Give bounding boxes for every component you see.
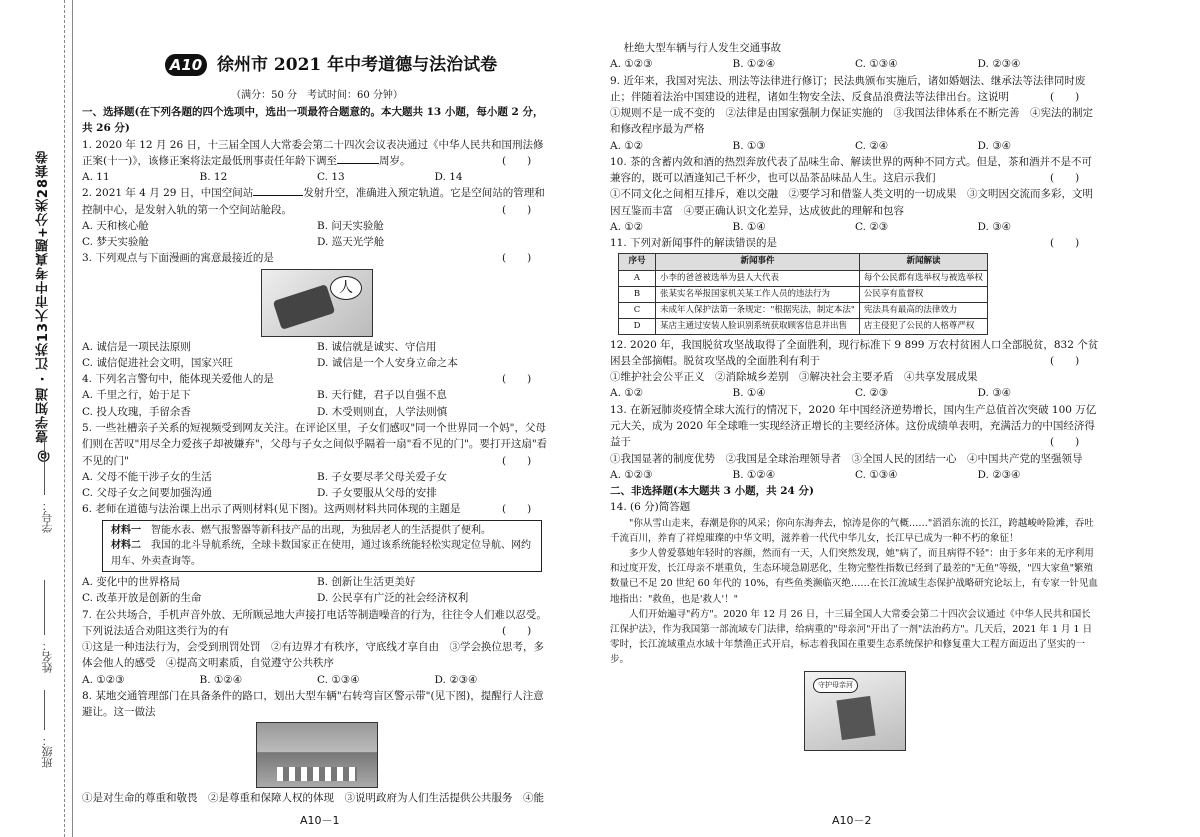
q14-paragraph-1: "你从雪山走来，春潮是你的风采；你向东海奔去，惊涛是你的气概……"滔滔东流的长江，跨越峻岭险滩，吞吐千流百川，养育了祥煌璀璨的中华文明，滋养着一代代中华儿女，长江早已成为一种不朽的象征！ [610,517,1094,544]
q7-option-b[interactable]: B. ①②④ [199,673,243,686]
q10-option-d[interactable]: D. ③④ [977,220,1012,233]
q13-option-c[interactable]: C. ①③④ [855,468,898,481]
q12-items: ①维护社会公平正义 ②消除城乡差别 ③解决社会主要矛盾 ④共享发展成果 [610,371,978,384]
q3-option-b[interactable]: B. 诚信就是诚实、守信用 [317,340,437,353]
q1-answer-paren[interactable]: ( ) [502,154,532,167]
warning-stripe [277,767,357,781]
q6-option-d[interactable]: D. 公民享有广泛的社会经济权利 [317,592,469,605]
q1-option-c[interactable]: C. 13 [317,171,345,184]
table-header-interpretation: 新闻解读 [859,254,987,270]
class-line [44,690,45,730]
student-name-label: 姓名： [41,640,54,673]
q12-stem: 12. 2020 年，我国脱贫攻坚战取得了全面胜利，现行标准下 9 899 万农村贫困人口全部脱贫，832 个贫困县全部摘帽。脱贫攻坚战的全面胜利有利于 [610,338,1099,367]
question-8 [82,688,552,807]
class-label: 班级： [41,735,54,768]
student-name-line [44,580,45,635]
q4-option-c[interactable]: C. 投人玫瑰，手留余香 [82,405,191,418]
q6-answer-paren[interactable]: ( ) [502,503,532,516]
exam-subtitle: （满分：50 分 考试时间：60 分钟） [231,90,403,101]
q9-option-b[interactable]: B. ①③ [732,139,766,152]
q1-option-b[interactable]: B. 12 [199,171,228,184]
q13-options [610,467,1100,483]
table-row [619,318,988,334]
q14-paragraph-2: 多少人曾爱慕她年轻时的容颜，然而有一天，人们突然发现，她"病了，而且病得不轻"：由于多年来的无序利用和过度开发，长江母亲不堪重负，生态环境急剧恶化，生物完整性指数已经到了最差的"无鱼"等级，"四大家鱼"繁殖数量已不足 20 世纪 60 年代的 10%，有些鱼类濒临灭绝……在长江流域生态保护战略研究论坛上，有专家一针见血地指出："救鱼，也是'救人'！" [610,547,1098,605]
q10-option-a[interactable]: A. ①② [610,220,644,233]
q1-blank[interactable] [337,153,379,164]
q9-items: ①规则不是一成不变的 ②法律是由国家强制力保证实施的 ③我国法律体系在不断完善 ④宪法的制定和修改程序最为严格 [610,107,1093,136]
q5-option-d[interactable]: D. 子女要服从父母的安排 [317,487,437,500]
q12-answer-paren[interactable]: ( ) [1050,354,1080,367]
q11-stem: 11. 下列对新闻事件的解读错误的是 [610,237,778,250]
table-header-event: 新闻事件 [656,254,860,270]
table-cell: C [619,302,656,318]
q13-option-d[interactable]: D. ②③④ [977,468,1021,481]
q4-options [82,387,552,420]
q1-option-d[interactable]: D. 14 [434,171,463,184]
q3-options [82,339,552,372]
table-cell: 小李的爸爸被选举为县人大代表 [656,270,860,286]
q6-option-b[interactable]: B. 创新让生活更美好 [317,576,416,589]
q4-option-a[interactable]: A. 千里之行，始于足下 [82,389,191,402]
q5-stem: 5. 一些社槽亲子关系的短视频受到网友关注。在评论区里，子女们感叹"同一个世界同一个妈"，父母们则在苦叹"用尽全力爱孩子却被嫌弃"，父母与子女之间似乎隔着一扇"看不见的门"。要打开这扇"看不见的门" [82,421,548,467]
cut-line [64,0,65,837]
page-number-right: A10－2 [832,814,872,827]
q7-answer-paren[interactable]: ( ) [502,624,532,637]
q3-stem: 3. 下列观点与下面漫画的寓意最接近的是 [82,252,274,265]
q7-options [82,672,552,688]
q8-option-d[interactable]: D. ②③④ [977,58,1021,71]
q3-answer-paren[interactable]: ( ) [502,252,532,265]
q14-cartoon [804,671,906,751]
q8-option-c[interactable]: C. ①③④ [855,58,898,71]
student-id-line [44,440,45,495]
q2-answer-paren[interactable]: ( ) [502,203,532,216]
q10-option-b[interactable]: B. ①④ [732,220,766,233]
cartoon-caption: 守护母亲河 [813,678,858,693]
q1-stem-end: 周岁。 [378,154,411,167]
q12-option-c[interactable]: C. ②③ [855,387,889,400]
q14-label: 14. (6 分)简答题 [610,501,691,514]
q5-option-c[interactable]: C. 父母子女之间要加强沟通 [82,487,212,500]
q2-option-b[interactable]: B. 问天实验舱 [317,219,384,232]
q1-options [82,169,552,185]
question-2 [82,185,552,250]
q2-stem: 2. 2021 年 4 月 29 日，中国空间站 [82,187,254,200]
q4-option-b[interactable]: B. 天行健，君子以自强不息 [317,389,447,402]
q2-option-c[interactable]: C. 梦天实验舱 [82,236,149,249]
q5-options [82,469,552,502]
table-row [619,270,988,286]
q9-option-a[interactable]: A. ①② [610,139,644,152]
q6-options [82,574,552,607]
q4-answer-paren[interactable]: ( ) [502,373,532,386]
q10-stem: 10. 茶的含蓄内敛和酒的热烈奔放代表了品味生命、解读世界的两种不同方式。但是，茶和酒并不是不可兼容的，既可以酒逢知己千杯少，也可以品茶品味品人生。这启示我们 [610,155,1093,185]
binding-margin [0,0,73,837]
law-book-illustration [836,696,875,740]
question-8-continued [610,40,1100,73]
q2-stem-end: 发射升空，准确进入预定轨道。它是空间站的管理和控制中心，是发射入轨的第一个空间站舱段。 [82,187,545,216]
q1-option-a[interactable]: A. 11 [82,171,110,184]
paper-badge: A10 [165,54,207,76]
question-5 [82,420,552,501]
table-header-index: 序号 [619,254,656,270]
q6-stem: 6. 老师在道德与法治课上出示了两则材料(见下图)。这两则材料共同体现的主题是 [82,503,461,516]
q8-stem: 8. 某地交通管理部门在具备条件的路口，划出大型车辆"右转弯盲区警示带"(见下图)，提醒行人注意避让。这一做法 [82,689,544,719]
q13-option-b[interactable]: B. ①②④ [732,468,776,481]
q2-blank[interactable] [253,185,303,196]
q7-option-c[interactable]: C. ①③④ [317,673,360,686]
question-7 [82,607,552,688]
q3-option-d[interactable]: D. 诚信是一个人安身立命之本 [317,356,458,369]
q10-options [610,219,1100,235]
right-column [610,40,1100,755]
q12-option-a[interactable]: A. ①② [610,387,644,400]
q2-options [82,218,552,251]
table-row [619,286,988,302]
q5-option-b[interactable]: B. 子女要尽孝父母关爱子女 [317,470,447,483]
page-number-left: A10－1 [300,814,340,827]
q7-option-d[interactable]: D. ②③④ [434,673,478,686]
material-2-label: 材料二 [111,540,141,552]
q7-option-a[interactable]: A. ①②③ [82,673,125,686]
section-2-heading: 二、非选择题(本大题共 3 小题，共 24 分) [610,485,814,498]
q6-material-box [102,520,542,573]
q5-answer-paren[interactable]: ( ) [502,454,532,467]
q9-options [610,138,1100,154]
table-cell: B [619,286,656,302]
table-cell: 未成年人保护法第一条规定："根据宪法，制定本法" [656,302,860,318]
question-1 [82,137,552,186]
q10-option-c[interactable]: C. ②③ [855,220,889,233]
q12-options [610,385,1100,401]
phone-illustration [273,284,336,330]
table-cell: 公民享有监督权 [859,286,987,302]
q9-option-c[interactable]: C. ②④ [855,139,889,152]
q10-items: ①不同文化之间相互排斥，难以交融 ②要学习和借鉴人类文明的一切成果 ③文明因交流而多彩，文明因互鉴而丰富 ④要正确认识文化差异，达成彼此的理解和包容 [610,188,1093,217]
q8-option-a[interactable]: A. ①②③ [610,58,653,71]
table-cell: 每个公民都有选举权与被选举权 [859,270,987,286]
q13-stem: 13. 在新冠肺炎疫情全球大流行的情况下，2020 年中国经济逆势增长，国内生产总值首次突破 100 万亿元大关，成为 2020 年全球唯一实现经济正增长的主要经济体。这份成绩单表明，充满活力的中国经济得益于 [610,403,1097,449]
question-6 [82,501,552,606]
table-cell: 某店主通过安装人脸识别系统获取顾客信息并出售 [656,318,860,334]
question-12 [610,337,1100,402]
q3-option-c[interactable]: C. 诚信促进社会文明，国家兴旺 [82,356,233,369]
q11-news-table [618,253,988,334]
table-cell: 宪法具有最高的法律效力 [859,302,987,318]
q8-option-b[interactable]: B. ①②④ [732,58,776,71]
q11-answer-paren[interactable]: ( ) [1050,237,1080,250]
material-2-text: 我国的北斗导航系统，全球卡数国家正在使用，通过该系统能轻松实现定位导航、网约用车、外卖查询等。 [111,540,531,567]
q2-option-d[interactable]: D. 巡天光学舱 [317,236,385,249]
q14-paragraph-3: 人们开始遍寻"药方"。2020 年 12 月 26 日，十三届全国人大常委会第二十四次会议通过《中华人民共和国长江保护法》，作为我国第一部流域专门法律，给病重的"母亲河"开出了一剂"法治药方"。几天后，2021 年 1 月 1 日零时，长江流域重点水域十年禁渔正式开启，标志着我国在重要生态系统保护和修复重大工程方面迈出了坚实的一步。 [610,608,1093,666]
brand-logo-text: @ 壹学知道 · 江苏13大市中考真题+分类28套卷 [36,150,51,463]
exam-header [165,50,525,80]
student-id-label: 学号： [41,500,54,533]
table-cell: A [619,270,656,286]
q4-stem: 4. 下列名言警句中，能体现关爱他人的是 [82,373,274,386]
q5-option-a[interactable]: A. 父母不能干涉子女的生活 [82,470,212,483]
q1-stem: 1. 2020 年 12 月 26 日，十三届全国人大常委会第二十四次会议表决通过《中华人民共和国刑法修正案(十一)》，该修正案将法定最低刑事责任年龄下调至 [82,138,544,167]
q12-option-b[interactable]: B. ①④ [732,387,766,400]
material-1-text: 智能水表、燃气报警器等新科技产品的出现，为独居老人的生活提供了便利。 [151,524,491,536]
q6-option-c[interactable]: C. 改革开放是创新的生命 [82,592,202,605]
left-column [82,104,552,807]
q8-items: ①是对生命的尊重和敬畏 ②是尊重和保障人权的体现 ③说明政府为人们生活提供公共服务 ④能 [82,792,544,805]
section-1-heading: 一、选择题(在下列各题的四个选项中，选出一项最符合题意的。本大题共 13 小题，每小题 2 分，共 26 分) [82,106,544,135]
material-1-label: 材料一 [111,524,141,536]
q3-cartoon [261,269,373,337]
q8-road-photo [256,722,378,788]
q7-items: ①这是一种违法行为，会受到刑罚处罚 ②有边界才有秩序，守底线才享自由 ③学会换位思考，多体会他人的感受 ④提高文明素质，自觉遵守公共秩序 [82,641,544,670]
question-4 [82,371,552,420]
q13-items: ①我国显著的制度优势 ②我国是全球治理领导者 ③全国人民的团结一心 ④中国共产党的坚强领导 [610,452,1083,465]
speech-bubble: 人 [330,276,362,300]
table-row [619,302,988,318]
q10-answer-paren[interactable]: ( ) [1050,172,1080,185]
exam-title: 徐州市 2021 年中考道德与法治试卷 [217,55,498,75]
question-11 [610,235,1100,335]
q7-stem: 7. 在公共场合，手机声音外放、无所顾忌地大声接打电话等制造噪音的行为，往往令人们难以忍受。下列说法适合劝阻这类行为的有 [82,608,547,637]
table-header-row [619,254,988,270]
q9-stem: 9. 近年来，我国对宪法、刑法等法律进行修订；民法典颁布实施后，诸如婚姻法、继承法等法律同时废止；伴随着法治中国建设的进程，诸如生物安全法、反食品浪费法等法律出台。这说明 [610,74,1086,103]
q9-option-d[interactable]: D. ③④ [977,139,1012,152]
table-cell: 张某实名举报国家机关某工作人员的违法行为 [656,286,860,302]
q13-answer-paren[interactable]: ( ) [1050,436,1080,449]
q13-option-a[interactable]: A. ①②③ [610,468,653,481]
q9-answer-paren[interactable]: ( ) [1050,90,1080,103]
q8-items-continued: 杜绝大型车辆与行人发生交通事故 [623,42,782,54]
question-14 [610,499,1100,751]
q12-option-d[interactable]: D. ③④ [977,387,1012,400]
q4-option-d[interactable]: D. 木受则则直，人学法则慎 [317,405,448,418]
table-cell: 店主侵犯了公民的人格尊严权 [859,318,987,334]
question-3 [82,250,552,371]
q2-option-a[interactable]: A. 天和核心舱 [82,219,149,232]
q6-option-a[interactable]: A. 变化中的世界格局 [82,576,181,589]
q3-option-a[interactable]: A. 诚信是一项民法原则 [82,340,191,353]
question-13 [610,402,1100,483]
question-9 [610,73,1100,154]
table-cell: D [619,318,656,334]
q8-options [610,56,1100,72]
question-10 [610,154,1100,235]
